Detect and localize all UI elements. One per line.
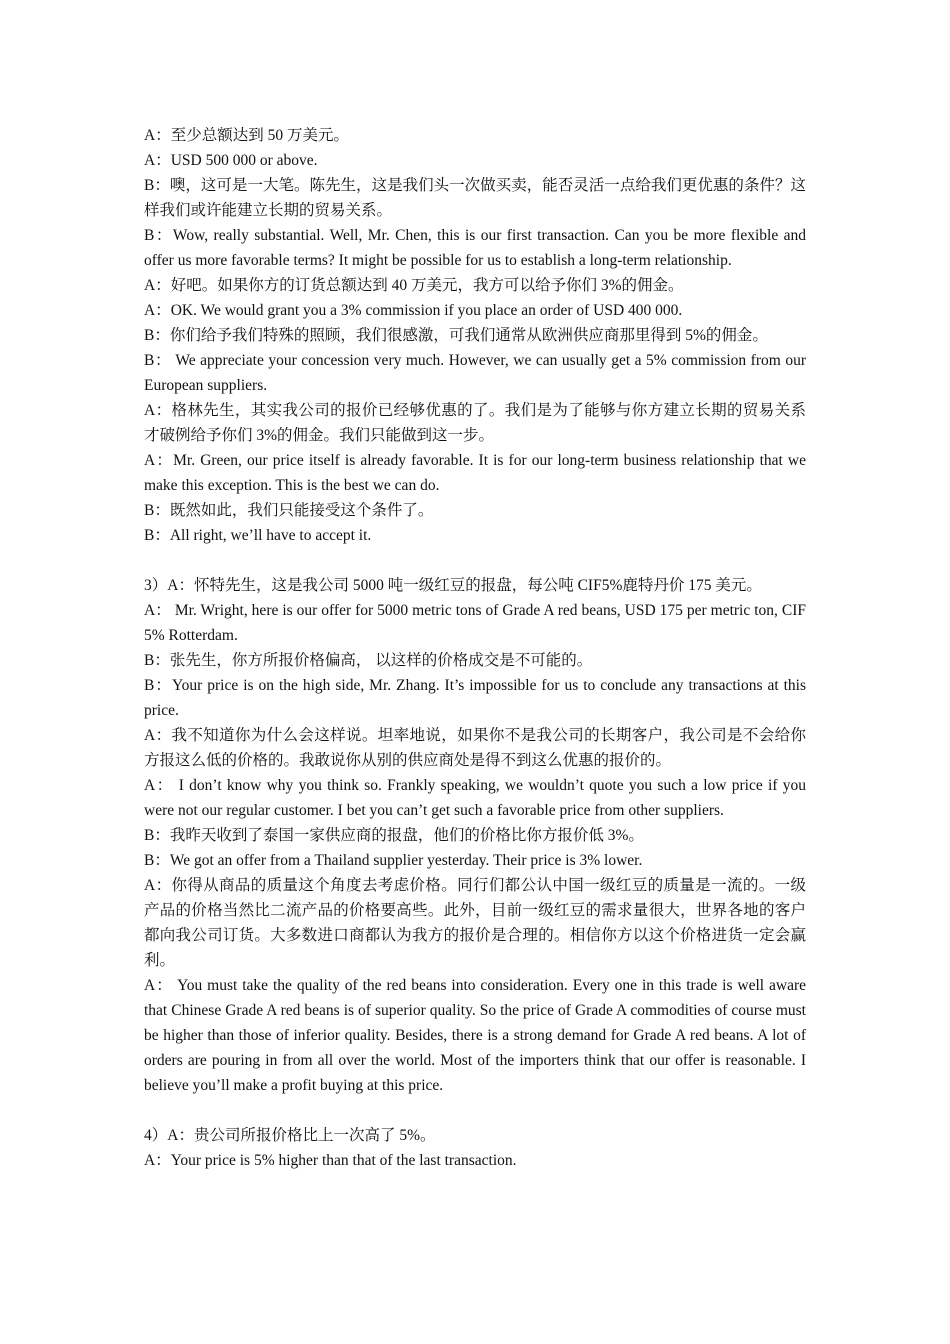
- dialogue-line: A：OK. We would grant you a 3% commission if you place an order of USD 400 000.: [144, 302, 683, 319]
- paragraph-gap: [144, 1098, 806, 1123]
- dialogue-line: A： You must take the quality of the red beans into consideration. Every one in this trade is well aware that Chinese Grade A red beans is of superior quality. So the price of Grade A commodities of course must be higher than those of inferior quality. Besides, there is a strong demand for Grade A red beans. A lot of orders are pouring in from all over the world. Most of the importers think that our offer is reasonable. I believe you’ll make a profit buying at this price.: [144, 977, 806, 1094]
- dialogue-line: B：All right, we’ll have to accept it.: [144, 527, 372, 544]
- dialogue-line: A：Your price is 5% higher than that of the last transaction.: [144, 1152, 517, 1169]
- dialogue-line: B：Your price is on the high side, Mr. Zhang. It’s impossible for us to conclude any transactions at this price.: [144, 677, 806, 719]
- dialogue-line: B：张先生，你方所报价格偏高， 以这样的价格成交是不可能的。: [144, 652, 593, 669]
- section-heading-line: 3）A：怀特先生，这是我公司 5000 吨一级红豆的报盘，每公吨 CIF5%鹿特丹价 175 美元。: [144, 577, 762, 594]
- dialogue-line: B： We appreciate your concession very much. However, we can usually get a 5% commission from our European suppliers.: [144, 352, 806, 394]
- dialogue-line: B：你们给予我们特殊的照顾，我们很感激，可我们通常从欧洲供应商那里得到 5%的佣金。: [144, 327, 768, 344]
- dialogue-line: B：Wow, really substantial. Well, Mr. Chen, this is our first transaction. Can you be more flexible and offer us more favorable terms? It might be possible for us to establish a long-term relationship.: [144, 227, 806, 269]
- dialogue-line: A：Mr. Green, our price itself is already favorable. It is for our long-term business relationship that we make this exception. This is the best we can do.: [144, 452, 806, 494]
- dialogue-body: [144, 123, 806, 1173]
- dialogue-line: A：你得从商品的质量这个角度去考虑价格。同行们都公认中国一级红豆的质量是一流的。一级产品的价格当然比二流产品的价格要高些。此外，目前一级红豆的需求量很大，世界各地的客户都向我公司订货。大多数进口商都认为我方的报价是合理的。相信你方以这个价格进货一定会赢利。: [144, 877, 806, 969]
- dialogue-line: B：既然如此，我们只能接受这个条件了。: [144, 502, 434, 519]
- dialogue-line: A：好吧。如果你方的订货总额达到 40 万美元，我方可以给予你们 3%的佣金。: [144, 277, 684, 294]
- paragraph-gap: [144, 548, 806, 573]
- section-heading-line: 4）A：贵公司所报价格比上一次高了 5%。: [144, 1127, 436, 1144]
- dialogue-line: A：格林先生，其实我公司的报价已经够优惠的了。我们是为了能够与你方建立长期的贸易关系才破例给予你们 3%的佣金。我们只能做到这一步。: [144, 402, 806, 444]
- dialogue-line: B：噢，这可是一大笔。陈先生，这是我们头一次做买卖，能否灵活一点给我们更优惠的条件？这样我们或许能建立长期的贸易关系。: [144, 177, 806, 219]
- dialogue-line: A：至少总额达到 50 万美元。: [144, 127, 349, 144]
- dialogue-line: B：我昨天收到了泰国一家供应商的报盘，他们的价格比你方报价低 3%。: [144, 827, 644, 844]
- dialogue-line: A： I don’t know why you think so. Frankly speaking, we wouldn’t quote you such a low price if you were not our regular customer. I bet you can’t get such a favorable price from other suppliers.: [144, 777, 806, 819]
- dialogue-line: A：我不知道你为什么会这样说。坦率地说，如果你不是我公司的长期客户，我公司是不会给你方报这么低的价格的。我敢说你从别的供应商处是得不到这么优惠的报价的。: [144, 727, 806, 769]
- dialogue-line: B：We got an offer from a Thailand supplier yesterday. Their price is 3% lower.: [144, 852, 643, 869]
- dialogue-line: A： Mr. Wright, here is our offer for 5000 metric tons of Grade A red beans, USD 175 per metric ton, CIF 5% Rotterdam.: [144, 602, 806, 644]
- dialogue-line: A：USD 500 000 or above.: [144, 152, 318, 169]
